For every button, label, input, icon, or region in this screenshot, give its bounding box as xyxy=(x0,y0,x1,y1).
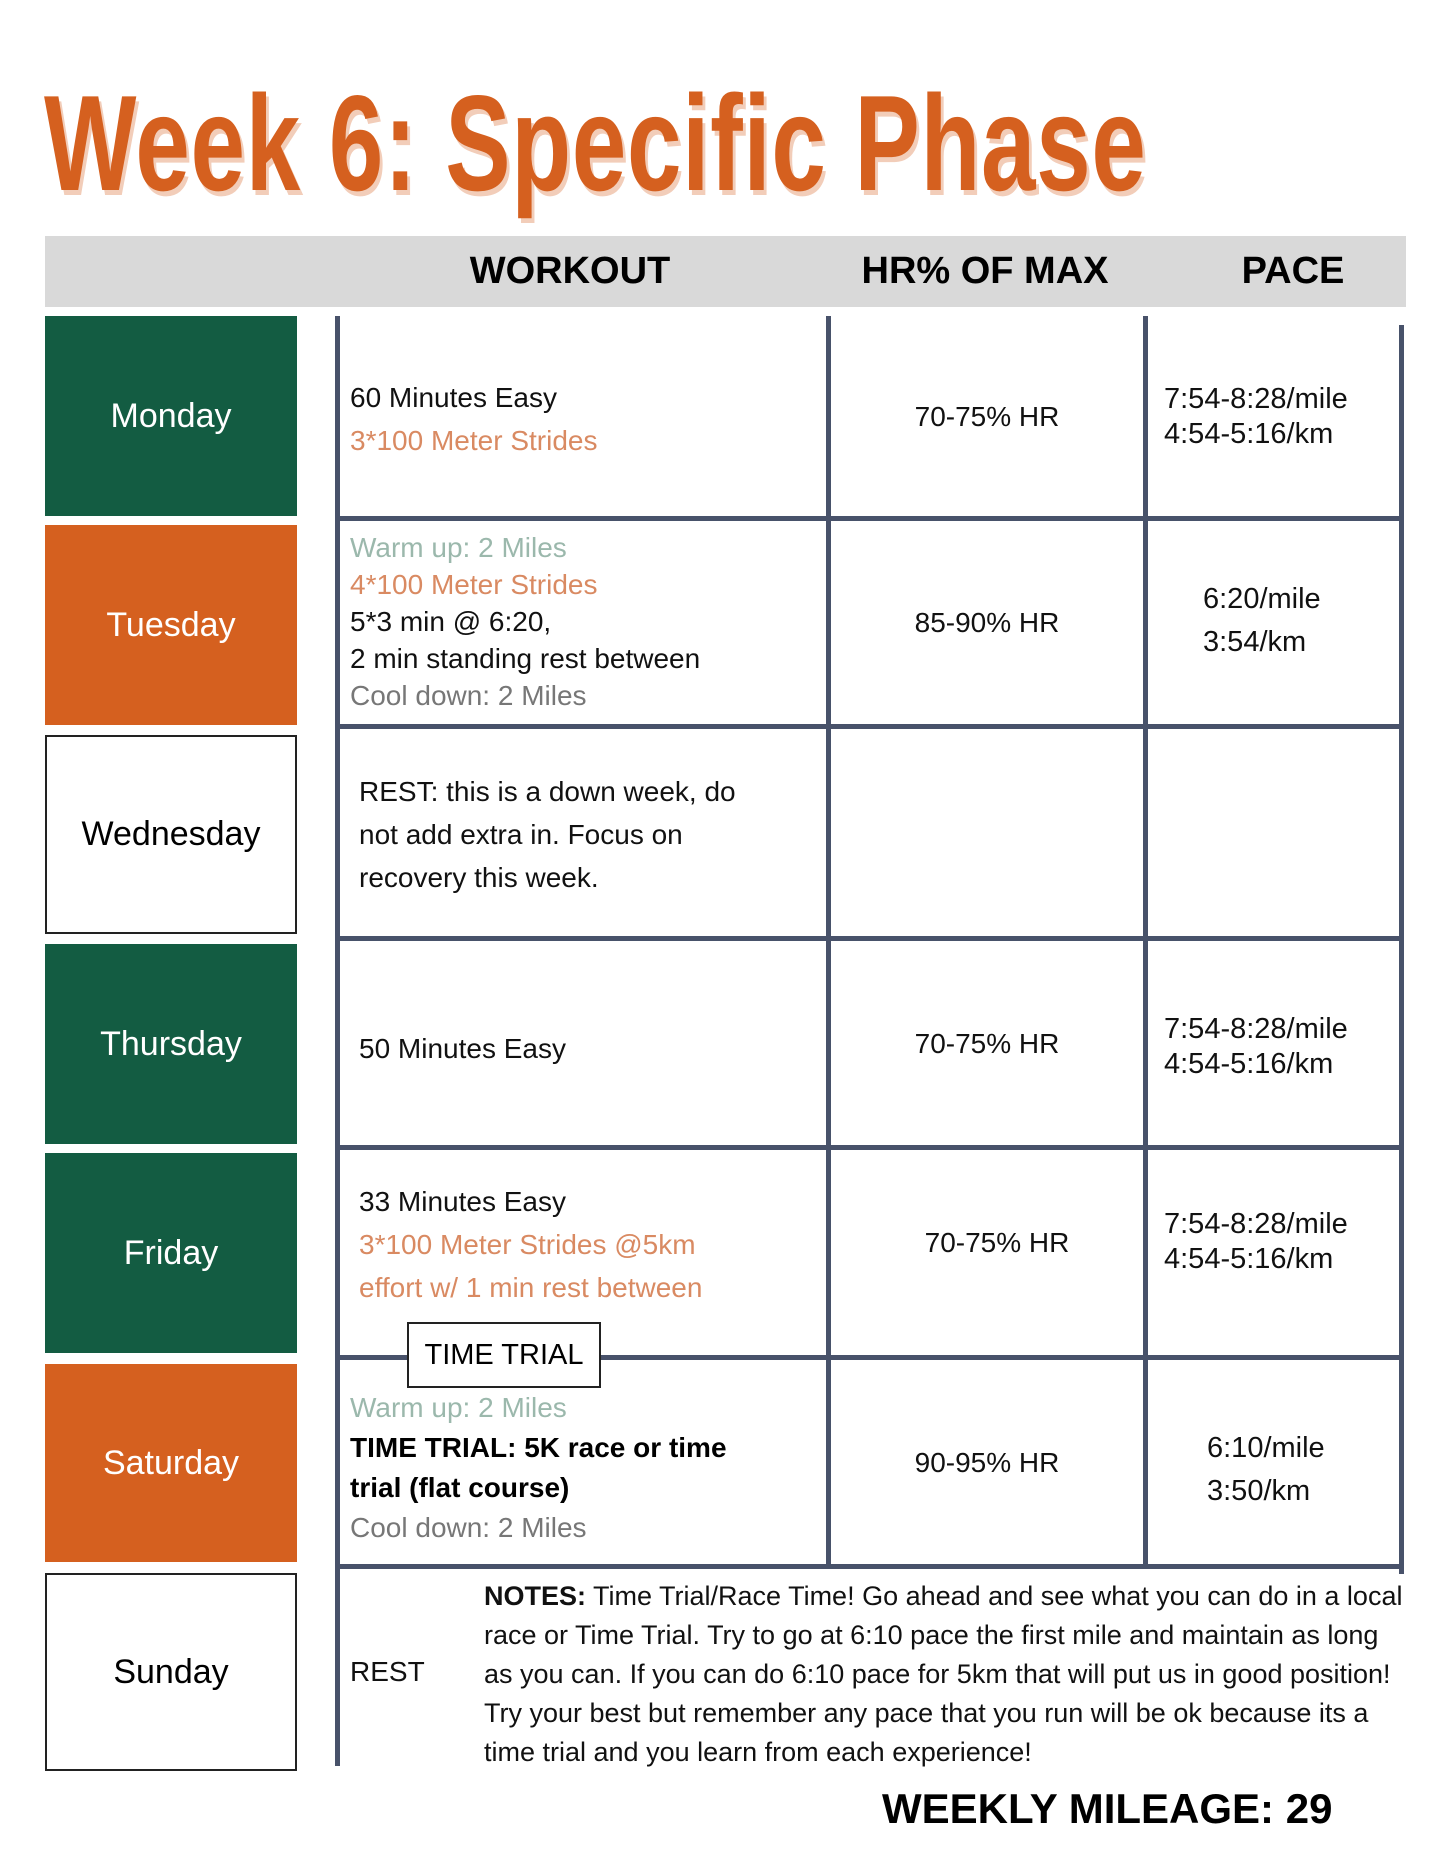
page-title: Week 6: Specific Phase xyxy=(44,67,1147,219)
hr-tuesday: 85-90% HR xyxy=(914,607,1060,638)
pace-mile: 7:54-8:28/mile xyxy=(1164,1013,1348,1045)
hr-friday: 70-75% HR xyxy=(924,1227,1070,1258)
grid-vline-left xyxy=(335,316,340,1766)
header-hr: HR% OF MAX xyxy=(861,250,1109,292)
pace-saturday xyxy=(1207,1427,1325,1513)
workout-line-time-trial: trial (flat course) xyxy=(350,1472,570,1503)
workout-tuesday xyxy=(350,529,700,714)
workout-line-cooldown: Cool down: 2 Miles xyxy=(350,1512,587,1543)
day-label-thursday: Thursday xyxy=(45,944,297,1144)
workout-line-strides: 3*100 Meter Strides xyxy=(350,425,598,456)
day-label-friday: Friday xyxy=(45,1153,297,1353)
header-workout: WORKOUT xyxy=(469,250,671,292)
workout-line: not add extra in. Focus on xyxy=(359,819,683,850)
pace-km: 4:54-5:16/km xyxy=(1164,418,1334,450)
day-label-tuesday: Tuesday xyxy=(45,525,297,725)
workout-line-strides: 4*100 Meter Strides xyxy=(350,569,598,600)
workout-line-warmup: Warm up: 2 Miles xyxy=(350,1392,567,1423)
grid-hline-2 xyxy=(338,724,1400,729)
time-trial-badge: TIME TRIAL xyxy=(407,1322,601,1388)
pace-tuesday xyxy=(1203,578,1321,664)
workout-line: 5*3 min @ 6:20, xyxy=(350,606,552,637)
pace-km: 3:50/km xyxy=(1207,1475,1311,1507)
workout-monday xyxy=(350,376,597,462)
pace-km: 4:54-5:16/km xyxy=(1164,1048,1334,1080)
grid-vline-hr-pace xyxy=(1143,316,1148,1567)
workout-line-rest: REST xyxy=(350,1656,425,1687)
header-pace: PACE xyxy=(1241,250,1345,292)
pace-mile: 6:20/mile xyxy=(1203,583,1321,615)
workout-line-strides: 3*100 Meter Strides @5km xyxy=(359,1229,696,1260)
pace-thursday xyxy=(1164,1012,1348,1082)
pace-km: 3:54/km xyxy=(1203,626,1307,658)
hr-monday: 70-75% HR xyxy=(914,400,1060,432)
workout-line-strides: effort w/ 1 min rest between xyxy=(359,1272,703,1303)
workout-line: recovery this week. xyxy=(359,862,599,893)
hr-saturday: 90-95% HR xyxy=(914,1446,1060,1478)
day-label-sunday: Sunday xyxy=(45,1573,297,1771)
workout-line-warmup: Warm up: 2 Miles xyxy=(350,532,567,563)
workout-saturday xyxy=(350,1388,727,1548)
workout-line: REST: this is a down week, do xyxy=(359,776,736,807)
workout-line-cooldown: Cool down: 2 Miles xyxy=(350,680,587,711)
workout-sunday xyxy=(350,1653,425,1690)
pace-friday xyxy=(1164,1207,1348,1277)
workout-line: 2 min standing rest between xyxy=(350,643,701,674)
notes-text: Time Trial/Race Time! Go ahead and see what you can do in a local race or Time Trial. Try to go at 6:10 pace the first mile and maintain as long as you can. If you can do 6:10 pace for 5km that will put us in good position! Try your best but remember any pace that you run will be ok because its a time trial and you learn from each experience! xyxy=(484,1581,1403,1767)
workout-line: 60 Minutes Easy xyxy=(350,382,557,413)
grid-vline-right xyxy=(1399,325,1404,1574)
workout-thursday xyxy=(359,1030,566,1067)
day-label-wednesday: Wednesday xyxy=(45,735,297,934)
workout-line: 33 Minutes Easy xyxy=(359,1186,566,1217)
notes-label: NOTES: xyxy=(484,1581,587,1611)
day-label-saturday: Saturday xyxy=(45,1364,297,1562)
notes xyxy=(484,1577,1404,1772)
pace-km: 4:54-5:16/km xyxy=(1164,1243,1334,1275)
workout-friday xyxy=(359,1180,702,1309)
workout-wednesday xyxy=(359,770,736,899)
workout-line-time-trial: TIME TRIAL: 5K race or time xyxy=(350,1432,727,1463)
workout-line: 50 Minutes Easy xyxy=(359,1033,566,1064)
grid-hline-6 xyxy=(338,1564,1400,1569)
pace-mile: 6:10/mile xyxy=(1207,1432,1325,1464)
pace-monday xyxy=(1164,382,1348,452)
pace-mile: 7:54-8:28/mile xyxy=(1164,383,1348,415)
hr-thursday: 70-75% HR xyxy=(914,1027,1060,1059)
weekly-mileage: WEEKLY MILEAGE: 29 xyxy=(882,1785,1333,1832)
day-label-monday: Monday xyxy=(45,316,297,516)
pace-mile: 7:54-8:28/mile xyxy=(1164,1208,1348,1240)
